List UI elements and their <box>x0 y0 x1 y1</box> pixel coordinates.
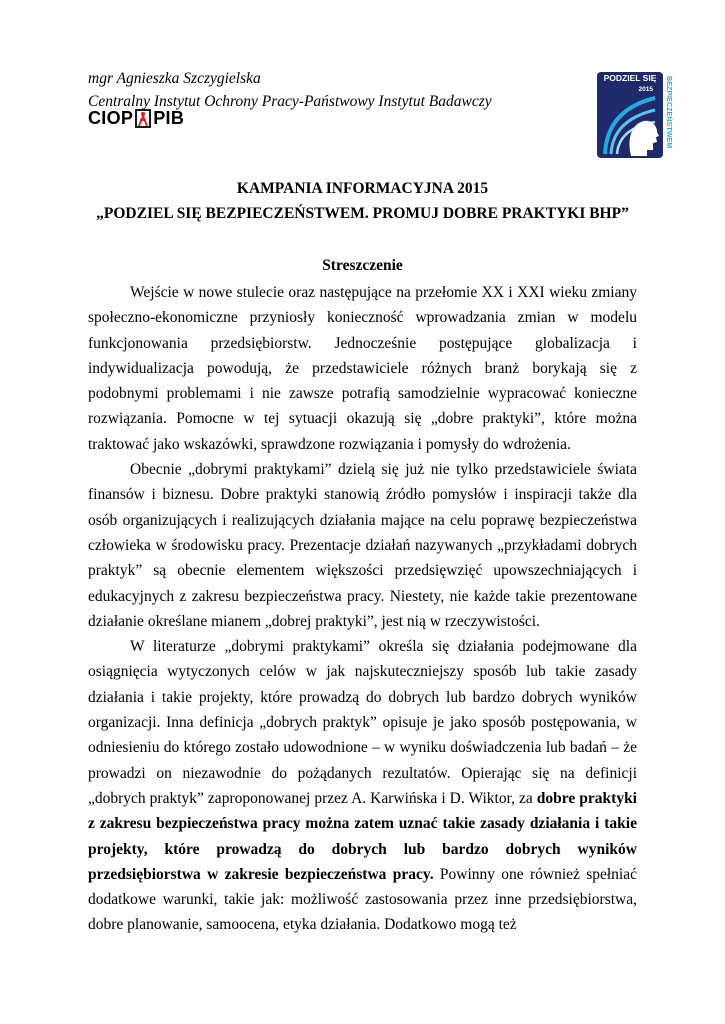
paragraph-1: Wejście w nowe stulecie oraz następujące na przełomie XX i XXI wieku zmiany społeczno-ekonomiczne przyniosły konieczność wprowadzania zmian w modelu funkcjonowania przedsiębiorstw. Jednocześnie postępujące globalizacja i indywidualizacja powodują, że przedstawiciele różnych branż borykają się z podobnymi problemami i nie zawsze potrafią samodzielnie wypracować konieczne rozwiązania. Pomocne w tej sytuacji okazują się „dobre praktyki”, które można traktować jako wskazówki, sprawdzone rozwiązania i pomysły do wdrożenia. <box>88 284 637 453</box>
summary-heading: Streszczenie <box>322 257 403 274</box>
badge-year-text: 2015 <box>638 86 653 93</box>
ciop-logo-text: CIOP <box>88 107 134 128</box>
paragraph-3-bold-definition: dobre praktyki z zakresu bezpieczeństwa pracy można zatem uznać takie zasady działania i takie projekty, które prowadzą do dobrych lub bardzo dobrych wyników przedsiębiorstwa w zakresie bezpieczeństwa pracy. <box>88 789 637 883</box>
pib-logo-text: PIB <box>153 107 185 128</box>
badge-vertical-text: BEZPIECZEŃSTWEM <box>665 76 674 149</box>
author-name: mgr Agnieszka Szczygielska <box>88 70 261 87</box>
campaign-title: KAMPANIA INFORMACYJNA 2015 <box>236 180 489 197</box>
institution-name: Centralny Instytut Ochrony Pracy-Państwowy Instytut Badawczy <box>88 93 492 110</box>
paragraph-2: Obecnie „dobrymi praktykami” dzielą się już nie tylko przedstawiciele świata finansów i biznesu. Dobre praktyki stanowią źródło pomysłów i inspiracji także dla osób organizujących i realizujących działania mające na celu poprawę bezpieczeństwa człowieka w środowisku pracy. Prezentacje działań nazywanych „przykładami dobrych praktyk” są obecnie elementem większości przedsięwzięć upowszechniających i edukacyjnych z zakresu bezpieczeństwa pracy. Niestety, nie każde takie prezentowane działanie określane mianem „dobrej praktyki”, jest nią w rzeczywistości. <box>88 461 637 630</box>
ciop-pib-logo <box>88 108 184 128</box>
paragraph-3-start: W literaturze „dobrymi praktykami” określa się działania podejmowane dla osiągnięcia wytyczonych celów w jak najskuteczniejszy sposób lub takie zasady działania i takie projekty, które prowadzą do dobrych lub bardzo dobrych wyników organizacji. Inna definicja „dobrych praktyk” opisuje je jako sposób postępowania, w odniesieniu do którego zostało udowodnione – w wyniku doświadczenia lub badań – że prowadzi on niezawodnie do pożądanych rezultatów. Opierając się na definicji „dobrych praktyk” zaproponowanej przez A. Karwińska i D. Wiktor, za <box>88 638 637 807</box>
paragraph-3 <box>88 634 637 938</box>
ciop-figure-icon <box>135 109 151 128</box>
campaign-badge-logo <box>597 70 675 162</box>
summary-body <box>88 280 637 938</box>
campaign-slogan: „PODZIEL SIĘ BEZPIECZEŃSTWEM. PROMUJ DOBRE PRAKTYKI BHP” <box>96 205 629 222</box>
author-block <box>88 67 492 113</box>
badge-title-text: PODZIEL SIĘ <box>603 73 657 83</box>
paragraph-3-end: Powinny one również spełniać dodatkowe warunki, takie jak: możliwość zastosowania przez inne przedsiębiorstwa, dobre planowanie, samoocena, etyka działania. Dodatkowo mogą też <box>88 865 637 934</box>
